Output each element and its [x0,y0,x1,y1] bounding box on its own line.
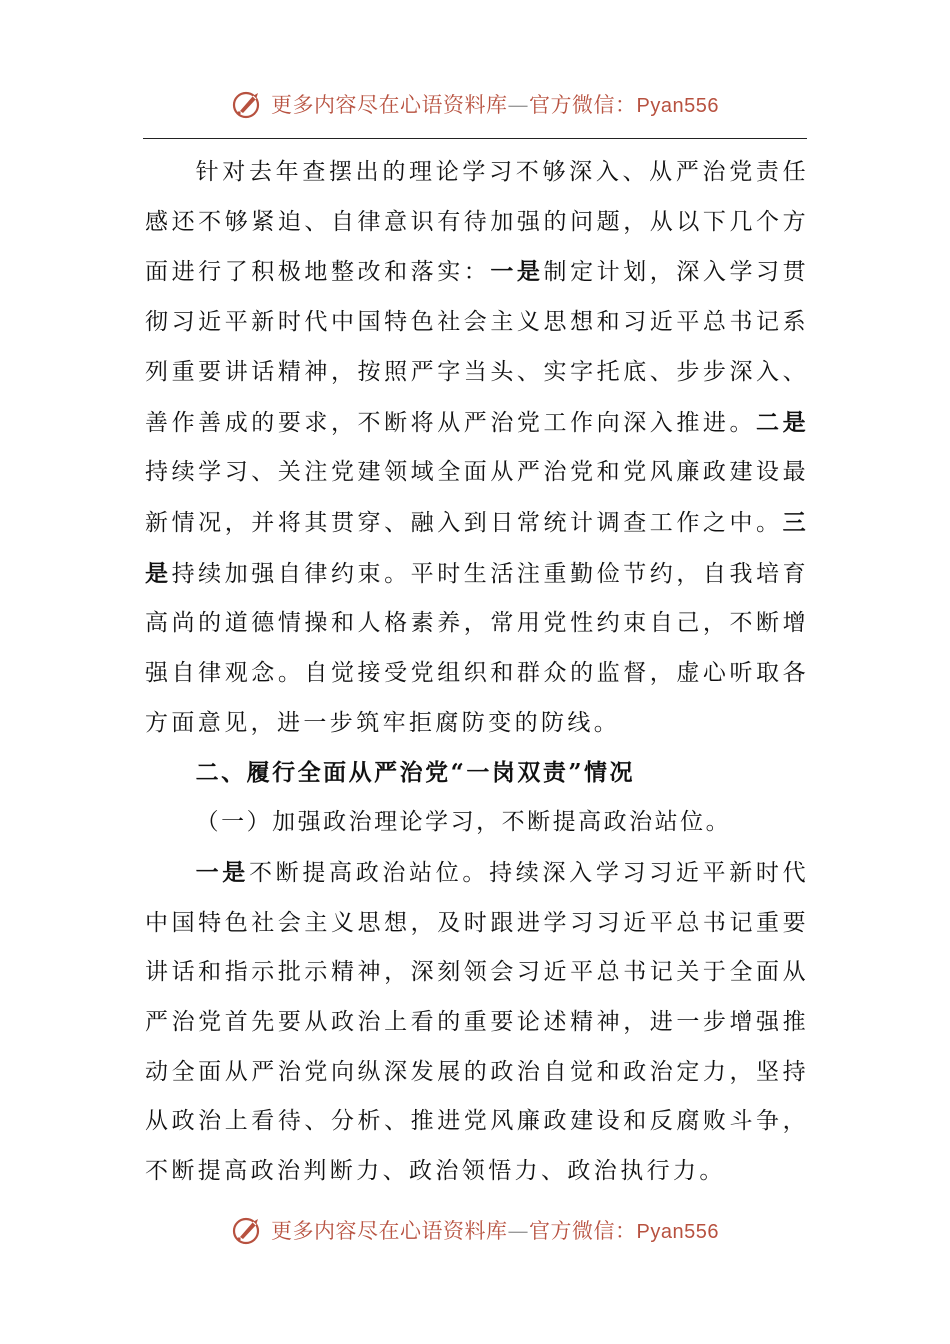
paragraph-political-stance [145,848,809,1197]
text-run: 不断提高政治站位。持续深入学习习近平新时代中国特色社会主义思想，及时跟进学习习近平总书记重要讲话和指示批示精神，深刻领会习近平总书记关于全面从严治党首先要从政治上看的重要论述精神，进一步增强推动全面从严治党向纵深发展的政治自觉和政治定力，坚持从政治上看待、分析、推进党风廉政建设和反腐败斗争，不断提高政治判断力、政治领悟力、政治执行力。 [145,859,809,1185]
bold-marker-third: 三是 [145,508,809,587]
text-run: 针对去年查摆出的理论学习不够深入、从严治党责任感还不够紧迫、自律意识有待加强的问题，从以下几个方面进行了积极地整改和落实： [145,159,809,286]
subsection-heading: （一）加强政治理论学习，不断提高政治站位。 [195,809,732,836]
header-wechat-label: 官方微信： [529,93,637,117]
bold-marker-first: 一是 [490,258,544,286]
bold-marker-first: 一是 [195,858,249,886]
footer-wechat-label: 官方微信： [529,1219,637,1243]
header-dash: — [507,93,530,117]
header-brand-text [271,89,719,119]
footer-wechat-id: Pyan556 [636,1221,719,1243]
section-heading: 二、履行全面从严治党“一岗双责”情况 [195,759,636,787]
bold-marker-second: 二是 [756,408,809,436]
footer-dash: — [507,1219,530,1243]
text-run: 制定计划，深入学习贯彻习近平新时代中国特色社会主义思想和习近平总书记系列重要讲话精神，按照严字当头、实字托底、步步深入、善作善成的要求，不断将从严治党工作向深入推进。 [145,259,809,436]
header-brand-name: 更多内容尽在心语资料库 [271,93,508,117]
footer-banner [0,1210,950,1250]
pen-nib-logo-icon [231,87,265,121]
pen-nib-logo-icon [231,1213,265,1247]
header-banner [0,84,950,124]
footer-brand-name: 更多内容尽在心语资料库 [271,1219,508,1243]
text-run: 持续加强自律约束。平时生活注重勤俭节约，自我培育高尚的道德情操和人格素养，常用党性约束自己，不断增强自律观念。自觉接受党组织和群众的监督，虚心听取各方面意见，进一步筑牢拒腐防变的防线。 [145,560,809,736]
header-divider [143,138,807,139]
document-body [145,148,809,1197]
text-run: 持续学习、关注党建领域全面从严治党和党风廉政建设最新情况，并将其贯穿、融入到日常统计调查工作之中。 [145,459,809,536]
header-wechat-id: Pyan556 [636,95,719,117]
footer-brand-text [271,1215,719,1245]
paragraph-rectification [145,148,809,748]
